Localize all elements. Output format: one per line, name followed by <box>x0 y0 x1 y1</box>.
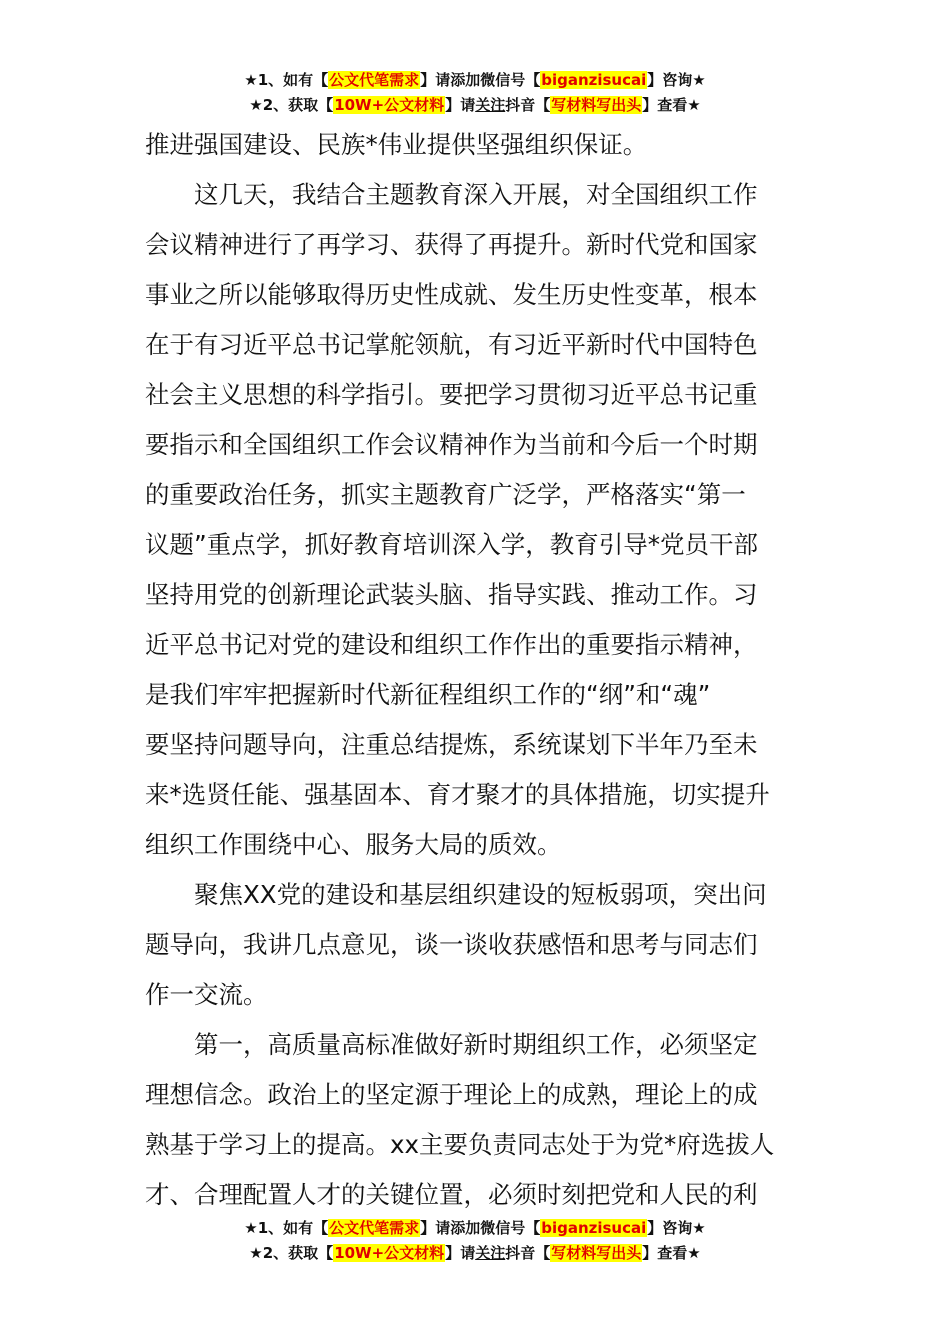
body-line: 这几天，我结合主题教育深入开展，对全国组织工作 <box>194 180 758 209</box>
body-line: 近平总书记对党的建设和组织工作作出的重要指示精神， <box>145 630 758 659</box>
body-line: 要坚持问题导向，注重总结提炼，系统谋划下半年乃至未 <box>145 730 758 759</box>
body-line: 议题”重点学，抓好教育培训深入学，教育引导*党员干部 <box>145 530 758 559</box>
banner-line-1: ★1、如有【公文代笔需求】请添加微信号【biganzisucai】咨询★ <box>244 1219 706 1237</box>
header-banner <box>0 68 950 118</box>
body-line: 熟基于学习上的提高。xx主要负责同志处于为党*府选拔人 <box>145 1130 775 1159</box>
body-line: 事业之所以能够取得历史性成就、发生历史性变革，根本 <box>145 280 758 309</box>
document-body <box>145 120 807 1220</box>
body-line: 在于有习近平总书记掌舵领航，有习近平新时代中国特色 <box>145 330 758 359</box>
highlight-douyin: 写材料写出头 <box>551 96 642 114</box>
body-line: 的重要政治任务，抓实主题教育广泛学，严格落实“第一 <box>145 480 746 509</box>
body-line: 作一交流。 <box>145 980 268 1009</box>
banner-line-1: ★1、如有【公文代笔需求】请添加微信号【biganzisucai】咨询★ <box>244 71 706 89</box>
body-line: 是我们牢牢把握新时代新征程组织工作的“纲”和“魂” <box>145 680 711 709</box>
body-line: 坚持用党的创新理论武装头脑、指导实践、推动工作。习 <box>145 580 758 609</box>
body-line: 聚焦XX党的建设和基层组织建设的短板弱项，突出问 <box>194 880 767 909</box>
banner-line-2: ★2、获取【10W+公文材料】请关注抖音【写材料写出头】查看★ <box>249 96 701 114</box>
body-line: 第一，高质量高标准做好新时期组织工作，必须坚定 <box>194 1030 758 1059</box>
body-line: 理想信念。政治上的坚定源于理论上的成熟，理论上的成 <box>145 1080 758 1109</box>
body-line: 题导向，我讲几点意见，谈一谈收获感悟和思考与同志们 <box>145 930 758 959</box>
body-line: 推进强国建设、民族*伟业提供坚强组织保证。 <box>145 130 648 159</box>
body-line: 组织工作围绕中心、服务大局的质效。 <box>145 830 562 859</box>
highlight-service: 公文代笔需求 <box>329 71 420 89</box>
footer-banner <box>0 1216 950 1266</box>
highlight-wechat-id: biganzisucai <box>541 1219 647 1237</box>
body-line: 来*选贤任能、强基固本、育才聚才的具体措施，切实提升 <box>145 780 770 809</box>
highlight-service: 公文代笔需求 <box>329 1219 420 1237</box>
highlight-douyin: 写材料写出头 <box>551 1244 642 1262</box>
body-line: 会议精神进行了再学习、获得了再提升。新时代党和国家 <box>145 230 758 259</box>
highlight-materials: 10W+公文材料 <box>334 1244 445 1262</box>
body-line: 社会主义思想的科学指引。要把学习贯彻习近平总书记重 <box>145 380 758 409</box>
highlight-wechat-id: biganzisucai <box>541 71 647 89</box>
banner-line-2: ★2、获取【10W+公文材料】请关注抖音【写材料写出头】查看★ <box>249 1244 701 1262</box>
body-line: 才、合理配置人才的关键位置，必须时刻把党和人民的利 <box>145 1180 758 1209</box>
highlight-materials: 10W+公文材料 <box>334 96 445 114</box>
underline-follow: 关注 <box>475 1244 506 1262</box>
body-line: 要指示和全国组织工作会议精神作为当前和今后一个时期 <box>145 430 758 459</box>
underline-follow: 关注 <box>475 96 506 114</box>
